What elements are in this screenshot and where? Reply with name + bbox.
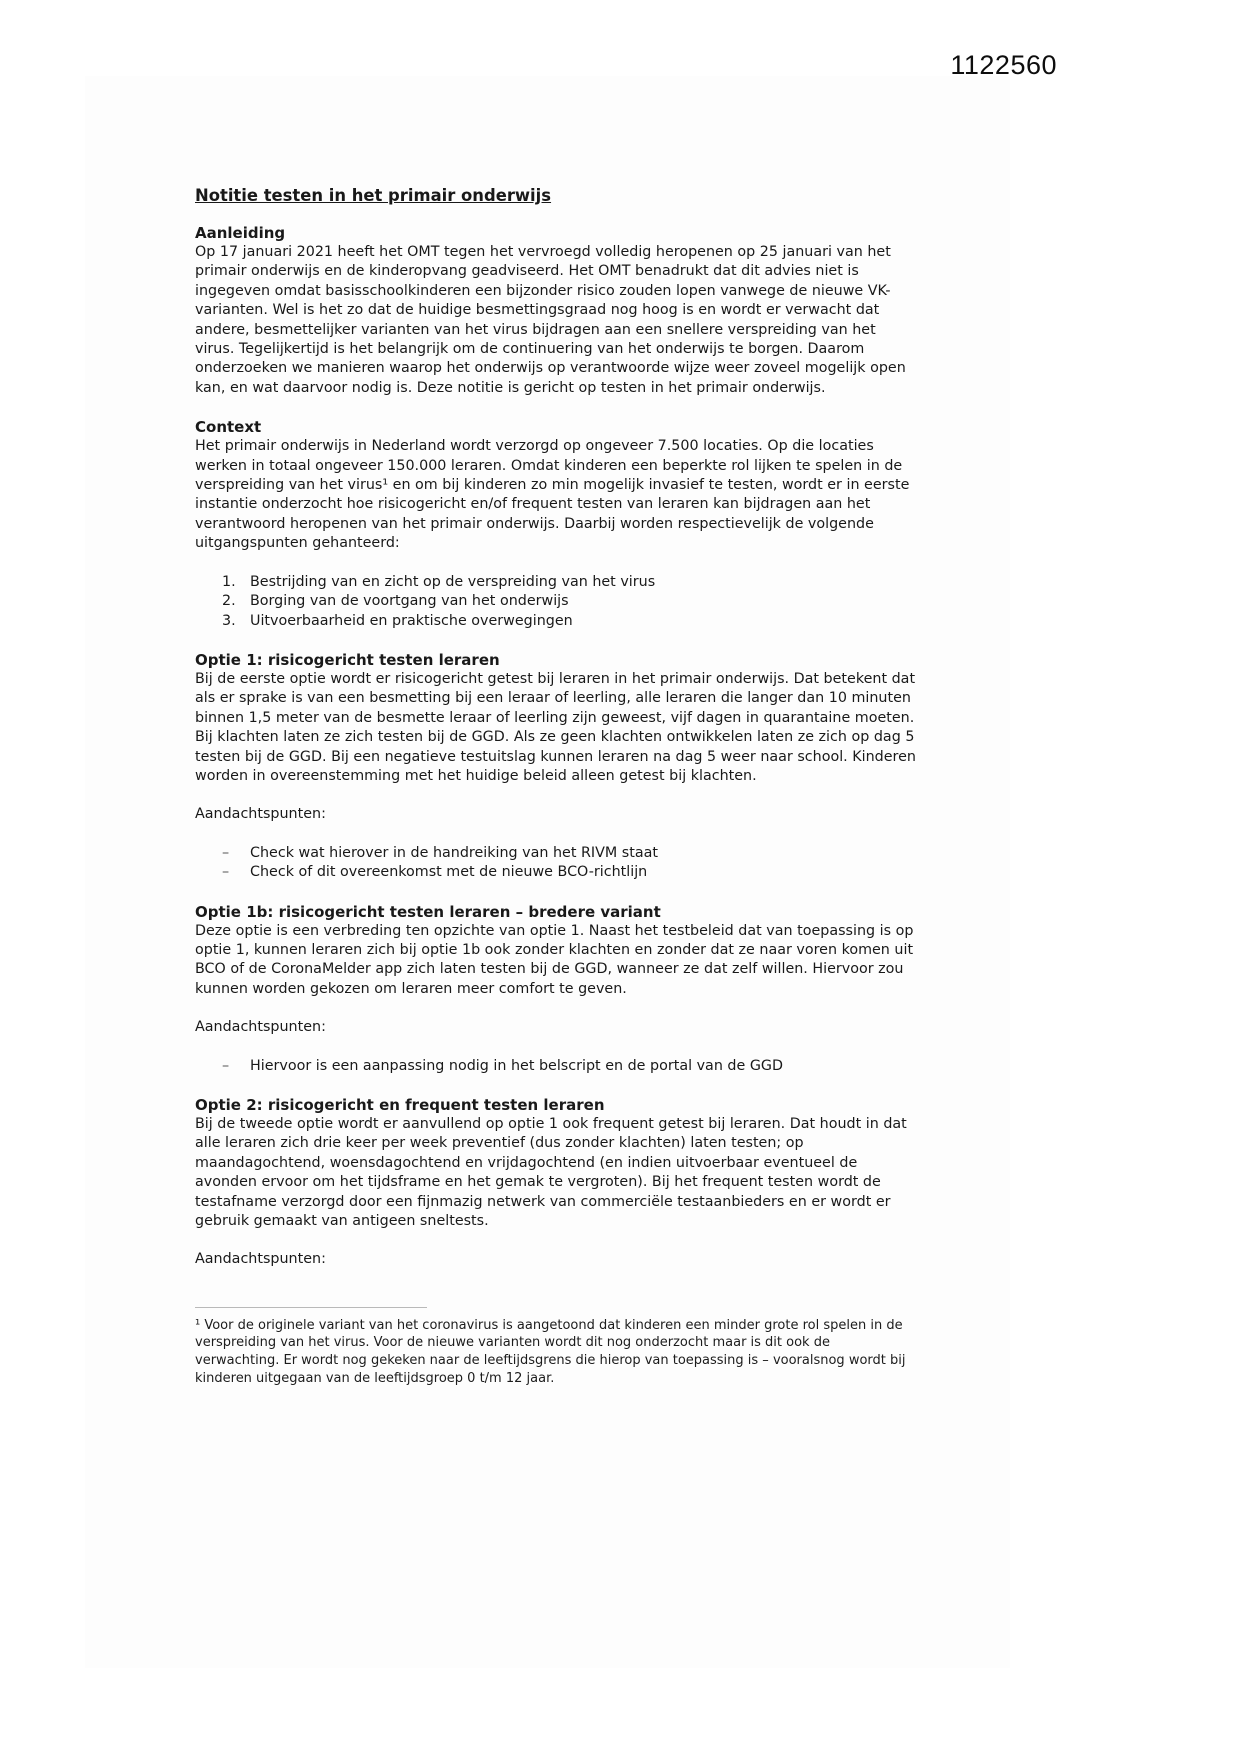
section-heading: Optie 1b: risicogericht testen leraren – bredere variant: [195, 902, 661, 921]
section-context: [195, 417, 919, 631]
footnote-text: ¹ Voor de originele variant van het coronavirus is aangetoond dat kinderen een minder grote rol spelen in de verspreiding van het virus. Voor de nieuwe varianten wordt dit nog onderzocht maar is dit ook de verwachting. Er wordt nog gekeken naar de leeftijdsgrens die hierop van toepassing is – vooralsnog wordt bij kinderen uitgegaan van de leeftijdsgroep 0 t/m 12 jaar.: [195, 1317, 906, 1386]
section-body: Op 17 januari 2021 heeft het OMT tegen het vervroegd volledig heropenen op 25 januari van het primair onderwijs en de kinderopvang geadviseerd. Het OMT benadrukt dat dit advies niet is ingegeven omdat basisschoolkinderen een bijzonder risico zouden lopen vanwege de nieuwe VK-varianten. Wel is het zo dat de huidige besmettingsgraad nog hoog is en wordt er verwacht dat andere, besmettelijker varianten van het virus bijdragen aan een snellere verspreiding van het virus. Tegelijkertijd is het belangrijk om de continuering van het onderwijs te borgen. Daarom onderzoeken we manieren waarop het onderwijs op verantwoorde wijze weer zoveel mogelijk open kan, en wat daarvoor nodig is. Deze notitie is gericht op testen in het primair onderwijs.: [195, 244, 906, 396]
section-body: Het primair onderwijs in Nederland wordt verzorgd op ongeveer 7.500 locaties. Op die locaties werken in totaal ongeveer 150.000 leraren. Omdat kinderen een beperkte rol lijken te spelen in de verspreiding van het virus¹ en om bij kinderen zo min mogelijk invasief te testen, wordt er in eerste instantie onderzocht hoe risicogericht en/of frequent testen van leraren kan bijdragen aan het verantwoord heropenen van het primair onderwijs. Daarbij worden respectievelijk de volgende uitgangspunten gehanteerd:: [195, 438, 910, 552]
document-number: 1122560: [950, 50, 1057, 80]
section-heading: Optie 1: risicogericht testen leraren: [195, 650, 500, 669]
dash-list: [195, 1057, 919, 1076]
document-title: Notitie testen in het primair onderwijs: [195, 186, 552, 205]
list-item: Bestrijding van en zicht op de verspreiding van het virus: [250, 573, 656, 590]
list-item: Borging van de voortgang van het onderwijs: [250, 593, 569, 610]
list-item: Uitvoerbaarheid en praktische overwegingen: [250, 612, 573, 629]
section-optie-2: [195, 1095, 919, 1270]
dash-list: [195, 844, 919, 883]
list-item: – Check of dit overeenkomst met de nieuwe BCO-richtlijn: [250, 863, 919, 882]
aandachtspunten-label: Aandachtspunten:: [195, 806, 326, 823]
list-item: – Hiervoor is een aanpassing nodig in het belscript en de portal van de GGD: [250, 1057, 919, 1076]
section-aanleiding: [195, 223, 919, 398]
list-item: – Check wat hierover in de handreiking van het RIVM staat: [250, 844, 919, 863]
section-heading: Optie 2: risicogericht en frequent testen leraren: [195, 1096, 605, 1114]
section-optie-1: [195, 650, 919, 883]
section-body: Bij de tweede optie wordt er aanvullend op optie 1 ook frequent getest bij leraren. Dat houdt in dat alle leraren zich drie keer per week preventief (dus zonder klachten) laten testen; op maandagochtend, woensdagochtend en vrijdagochtend (en indien uitvoerbaar eventueel de avonden ervoor om het tijdsframe en het gemak te vergroten). Bij het frequent testen wordt de testafname verzorgd door een fijnmazig netwerk van commerciële testaanbieders en er wordt er gebruik gemaakt van antigeen sneltests.: [195, 1116, 907, 1230]
footnote-divider: [195, 1307, 427, 1308]
section-optie-1b: [195, 902, 919, 1076]
section-body: Deze optie is een verbreding ten opzichte van optie 1. Naast het testbeleid dat van toepassing is op optie 1, kunnen leraren zich bij optie 1b ook zonder klachten en zonder dat ze naar voren komen uit BCO of de CoronaMelder app zich laten testen bij de GGD, wanneer ze dat zelf willen. Hiervoor zou kunnen worden gekozen om leraren meer comfort te geven.: [195, 922, 914, 997]
aandachtspunten-label: Aandachtspunten:: [195, 1251, 326, 1268]
document-body: [195, 186, 919, 1387]
section-body: Bij de eerste optie wordt er risicogericht getest bij leraren in het primair onderwijs. Dat betekent dat als er sprake is van een besmetting bij een leraar of leerling, alle leraren die langer dan 10 minuten binnen 1,5 meter van de besmette leraar of leerling zijn geweest, vijf dagen in quarantaine moeten. Bij klachten laten ze zich testen bij de GGD. Als ze geen klachten ontwikkelen laten ze zich op dag 5 testen bij de GGD. Bij een negatieve testuitslag kunnen leraren na dag 5 weer naar school. Kinderen worden in overeenstemming met het huidige beleid alleen getest bij klachten.: [195, 670, 916, 784]
aandachtspunten-label: Aandachtspunten:: [195, 1019, 326, 1036]
section-heading: Context: [195, 418, 262, 437]
numbered-list: [195, 573, 919, 631]
section-heading: Aanleiding: [195, 224, 286, 242]
